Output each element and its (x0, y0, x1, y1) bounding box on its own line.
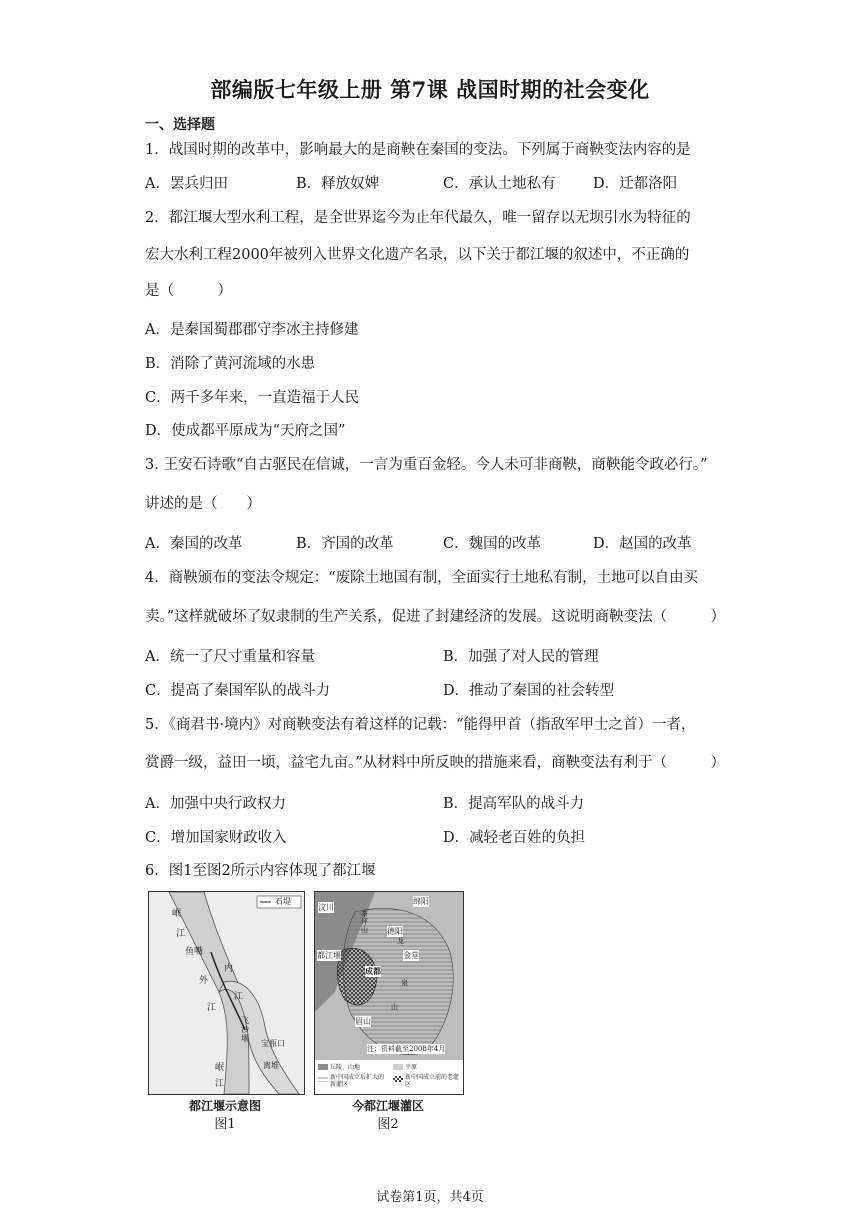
q6-stem: 6．图1至图2所示内容体现了都江堰 (145, 863, 376, 879)
fig2-label-meishan: 眉山 (355, 1017, 371, 1026)
q2-stem-line-1: 2．都江堰大型水利工程，是全世界迄今为止年代最久，唯一留存以无坝引水为特征的 (145, 210, 691, 226)
fig2-label-quan: 泉 (401, 979, 408, 987)
q1-stem: 1．战国时期的改革中，影响最大的是商鞅在秦国的变法。下列属于商鞅变法内容的是 (145, 142, 691, 158)
q4-option-c[interactable]: C．提高了秦国军队的战斗力 (145, 683, 331, 699)
q3-option-d[interactable]: D．赵国的改革 (593, 536, 692, 552)
figure-1-number: 图1 (214, 1117, 236, 1132)
q3-stem-line-2: 讲述的是（ ） (145, 496, 261, 512)
q4-stem-line-1: 4．商鞅颁布的变法令规定：“废除土地国有制，全面实行土地私有制，土地可以自由买 (145, 570, 699, 586)
fig2-label-shan: 山 (391, 1003, 398, 1011)
fig2-note: 注：资料截至2008年4月 (367, 1045, 446, 1053)
q2-stem-line-3: 是（ ） (145, 283, 232, 299)
fig2-label-dujiangyan: 都江堰 (317, 951, 341, 960)
q1-option-d[interactable]: D．迁都洛阳 (593, 176, 678, 192)
q5-stem-line-1: 5．《商君书·境内》对商鞅变法有着这样的记载：“能得甲首（指敌军甲士之首）一者， (145, 717, 696, 733)
q3-option-b[interactable]: B．齐国的改革 (296, 536, 394, 552)
fig2-label-chengdu: 成都 (365, 966, 381, 976)
q2-option-d[interactable]: D．使成都平原成为“天府之国” (145, 423, 346, 439)
fig2-legend-hills: 丘陵、山地 (330, 1064, 361, 1071)
fig1-label-jiang-1: 江 (176, 929, 186, 939)
q5-stem-line-2: 赏爵一级，益田一顷，益宅九亩。”从材料中所反映的措施来看，商鞅变法有利于（ ） (145, 755, 726, 771)
figure-2-map (314, 891, 464, 1095)
fig2-label-jintang: 金堂 (403, 951, 419, 960)
q4-option-a[interactable]: A．统一了尺寸重量和容量 (145, 649, 315, 665)
fig1-label-min-1: 岷 (172, 909, 182, 919)
figure-1-map (148, 891, 305, 1095)
fig2-label-mianyang: 绵阳 (413, 897, 429, 906)
fig2-label-wenchuan: 汶川 (318, 903, 334, 912)
fig2-legend-new-area: 新中国成立后扩大的新灌区 (330, 1074, 385, 1088)
fig1-label-wai: 外 (199, 976, 209, 986)
fig1-label-yuzui: 鱼嘴 (185, 947, 204, 957)
q4-option-b[interactable]: B．加强了对人民的管理 (443, 649, 599, 665)
fig2-legend-plain: 平原 (405, 1064, 418, 1071)
q2-option-b[interactable]: B．消除了黄河流域的水患 (145, 356, 316, 372)
page-title: 部编版七年级上册 第7课 战国时期的社会变化 (210, 77, 650, 102)
section-heading: 一、选择题 (145, 117, 215, 133)
fig2-legend-old-area: 新中国成立前的老灌区 (405, 1074, 460, 1088)
q1-option-c[interactable]: C．承认土地私有 (443, 176, 556, 192)
q2-option-a[interactable]: A．是秦国蜀郡郡守李冰主持修建 (145, 322, 359, 338)
fig1-label-jiang-4: 江 (215, 1079, 225, 1089)
q3-option-c[interactable]: C．魏国的改革 (443, 536, 542, 552)
figure-2-number: 图2 (377, 1117, 399, 1132)
fig1-label-min-2: 岷 (215, 1063, 225, 1073)
q5-option-d[interactable]: D．减轻老百姓的负担 (443, 830, 586, 846)
fig1-label-jiang-2: 江 (207, 1003, 217, 1013)
fig2-label-chapingshan: 茶坪山 (361, 910, 368, 934)
dujiangyan-schematic-map (149, 892, 304, 1094)
q4-stem-line-2: 卖。”这样就破坏了奴隶制的生产关系，促进了封建经济的发展。这说明商鞅变法（ ） (145, 609, 726, 625)
q5-option-a[interactable]: A．加强中央行政权力 (145, 796, 286, 812)
fig1-label-nei: 内 (224, 964, 234, 974)
figure-1-caption: 都江堰示意图 (188, 1099, 261, 1113)
fig1-label-feishayan: 飞沙堰 (241, 1016, 249, 1043)
q1-option-a[interactable]: A．罢兵归田 (145, 176, 228, 192)
q5-option-c[interactable]: C．增加国家财政收入 (145, 830, 287, 846)
fig1-legend-text: 石堤 (275, 897, 291, 906)
fig1-label-baopingkou: 宝瓶口 (261, 1039, 285, 1048)
page-footer: 试卷第1页，共4页 (376, 1190, 484, 1205)
q3-stem-line-1: 3. 王安石诗歌“自古驱民在信诚，一言为重百金轻。今人未可非商鞅，商鞅能令政必行。” (145, 457, 708, 473)
q3-option-a[interactable]: A．秦国的改革 (145, 536, 243, 552)
fig2-label-long: 龙 (397, 937, 404, 945)
q2-option-c[interactable]: C．两千多年来，一直造福于人民 (145, 390, 360, 406)
q5-option-b[interactable]: B．提高军队的战斗力 (443, 796, 585, 812)
fig2-label-deyang: 德阳 (387, 927, 403, 936)
q2-stem-line-2: 宏大水利工程2000年被列入世界文化遗产名录，以下关于都江堰的叙述中，不正确的 (145, 247, 690, 263)
fig1-label-lidui: 离堆 (263, 1061, 279, 1070)
fig1-label-jiang-3: 江 (234, 992, 244, 1002)
figure-2-caption: 今都江堰灌区 (351, 1099, 424, 1113)
q4-option-d[interactable]: D．推动了秦国的社会转型 (443, 683, 615, 699)
q1-option-b[interactable]: B．释放奴婢 (296, 176, 380, 192)
